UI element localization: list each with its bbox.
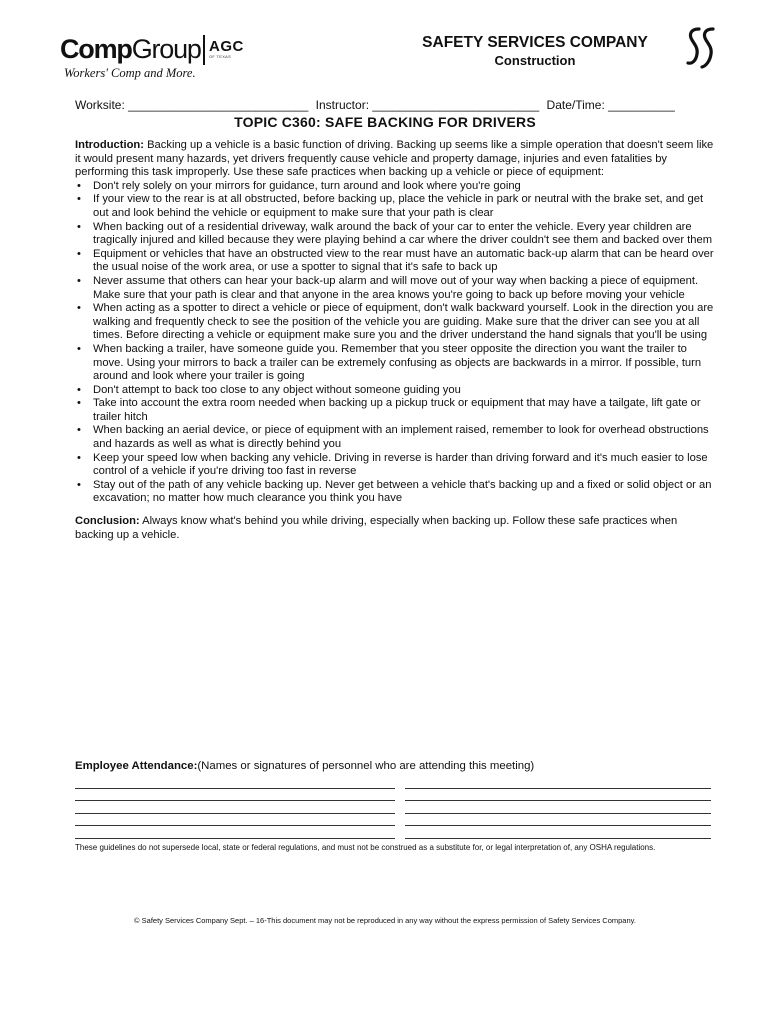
attendance-label: Employee Attendance:	[75, 760, 198, 772]
signature-lines	[75, 788, 711, 850]
introduction-label: Introduction:	[75, 139, 144, 151]
logo-tagline: Workers' Comp and More.	[64, 66, 196, 80]
bullet-item: • Stay out of the path of any vehicle backing up. Never get between a vehicle that's backing up and a fixed or solid object or an excavation; no matter how much clearance you think you have	[75, 479, 717, 506]
bullet-item: • Never assume that others can hear your back-up alarm and will move out of your way when backing a piece of equipment. Make sure that your path is clear and that anyone in the area knows you're going to back up before moving your vehicle	[75, 275, 717, 302]
introduction-paragraph	[75, 139, 717, 180]
employee-attendance	[75, 760, 717, 772]
logo-wordmark	[60, 32, 201, 66]
conclusion-label: Conclusion:	[75, 515, 140, 528]
signature-row	[75, 813, 711, 825]
signature-line	[405, 838, 711, 839]
bullet-item: • Don't attempt to back too close to any object without someone guiding you	[75, 384, 717, 398]
logo-agc-text: AGC	[209, 38, 244, 55]
signature-line	[75, 825, 395, 826]
safety-practices-list	[75, 180, 717, 506]
disclaimer: These guidelines do not supersede local, state or federal regulations, and must not be construed as a substitute for, or legal interpretation of, any OSHA regulations.	[75, 843, 656, 852]
meeting-fields	[75, 98, 715, 112]
bullet-item: • Equipment or vehicles that have an obstructed view to the rear must have an automatic back-up alarm that can be heard over the usual noise of the work area, or use a spotter to signal that it's safe to back up	[75, 248, 717, 275]
introduction-text: Backing up a vehicle is a basic function of driving. Backing up seems like a simple operation that doesn't seem like it would present many hazards, yet drivers frequently cause vehicle and property damage, injuries and even fatalities by performing this task improperly. Use these safe practices when backing up a vehicle or piece of equipment:	[75, 139, 714, 179]
copyright-footer: © Safety Services Company Sept. – 16-This document may not be reproduced in any way without the express permission of Safety Services Company.	[134, 916, 636, 925]
logo-divider	[203, 35, 205, 65]
signature-line	[75, 838, 395, 839]
signature-row	[75, 825, 711, 837]
signature-row	[75, 800, 711, 812]
signature-line	[405, 825, 711, 826]
company-name: SAFETY SERVICES COMPANY	[422, 34, 648, 51]
bullet-item: • When backing a trailer, have someone guide you. Remember that you steer opposite the direction you want the trailer to move. Using your mirrors to back a trailer can be extremely confusing as objects are backwards in a mirror. If possible, turn around and look where your trailer is going	[75, 343, 717, 384]
instructor-field: Instructor: _________________________	[315, 98, 540, 112]
bullet-item: • When backing out of a residential driveway, walk around the back of your car to enter the vehicle. Every year children are tragically injured and killed because they were playing behind a car where the driver couldn't see them and backed over them	[75, 221, 717, 248]
bullet-item: • If your view to the rear is at all obstructed, before backing up, place the vehicle in park or neutral with the brake set, and get out and look behind the vehicle or equipment to make sure that your path is clear	[75, 193, 717, 220]
signature-line	[75, 813, 395, 814]
worksite-field: Worksite: ___________________________	[75, 98, 309, 112]
ss-monogram-icon	[686, 26, 716, 70]
conclusion-paragraph	[75, 515, 717, 542]
attendance-text: (Names or signatures of personnel who are attending this meeting)	[197, 760, 535, 772]
bullet-item: • Don't rely solely on your mirrors for guidance, turn around and look where you're going	[75, 180, 717, 194]
compgroup-logo	[60, 32, 260, 84]
signature-line	[405, 813, 711, 814]
bullet-item: • Keep your speed low when backing any vehicle. Driving in reverse is harder than driving forward and it's much easier to lose control of a vehicle if you're driving too fast in reverse	[75, 452, 717, 479]
bullet-item: • Take into account the extra room needed when backing up a pickup truck or equipment that may have a tailgate, lift gate or trailer hitch	[75, 397, 717, 424]
logo-comp-text: Comp	[60, 34, 132, 64]
signature-line	[75, 800, 395, 801]
bullet-item: • When acting as a spotter to direct a vehicle or piece of equipment, don't walk backward yourself. Look in the direction you are walking and frequently check to see the position of the vehicle you are guiding. Make sure that the driver can see you at all times. Before directing a vehicle or equipment make sure you and the driver understand the hand signals that you'll be using	[75, 302, 717, 343]
signature-line	[75, 788, 395, 789]
conclusion-text: Always know what's behind you while driving, especially when backing up. Follow these safe practices when backing up a vehicle.	[75, 515, 678, 541]
bullet-item: • When backing an aerial device, or piece of equipment with an implement raised, remember to look for overhead obstructions and hazards as well as what is directly behind you	[75, 424, 717, 451]
logo-group-text: Group	[131, 34, 201, 64]
signature-row	[75, 788, 711, 800]
division-name: Construction	[494, 53, 576, 68]
logo-agc-subtext: OF TEXAS	[209, 54, 232, 59]
datetime-field: Date/Time: __________	[546, 98, 675, 112]
signature-line	[405, 800, 711, 801]
document-body	[75, 139, 717, 542]
topic-title: TOPIC C360: SAFE BACKING FOR DRIVERS	[234, 114, 536, 130]
signature-line	[405, 788, 711, 789]
